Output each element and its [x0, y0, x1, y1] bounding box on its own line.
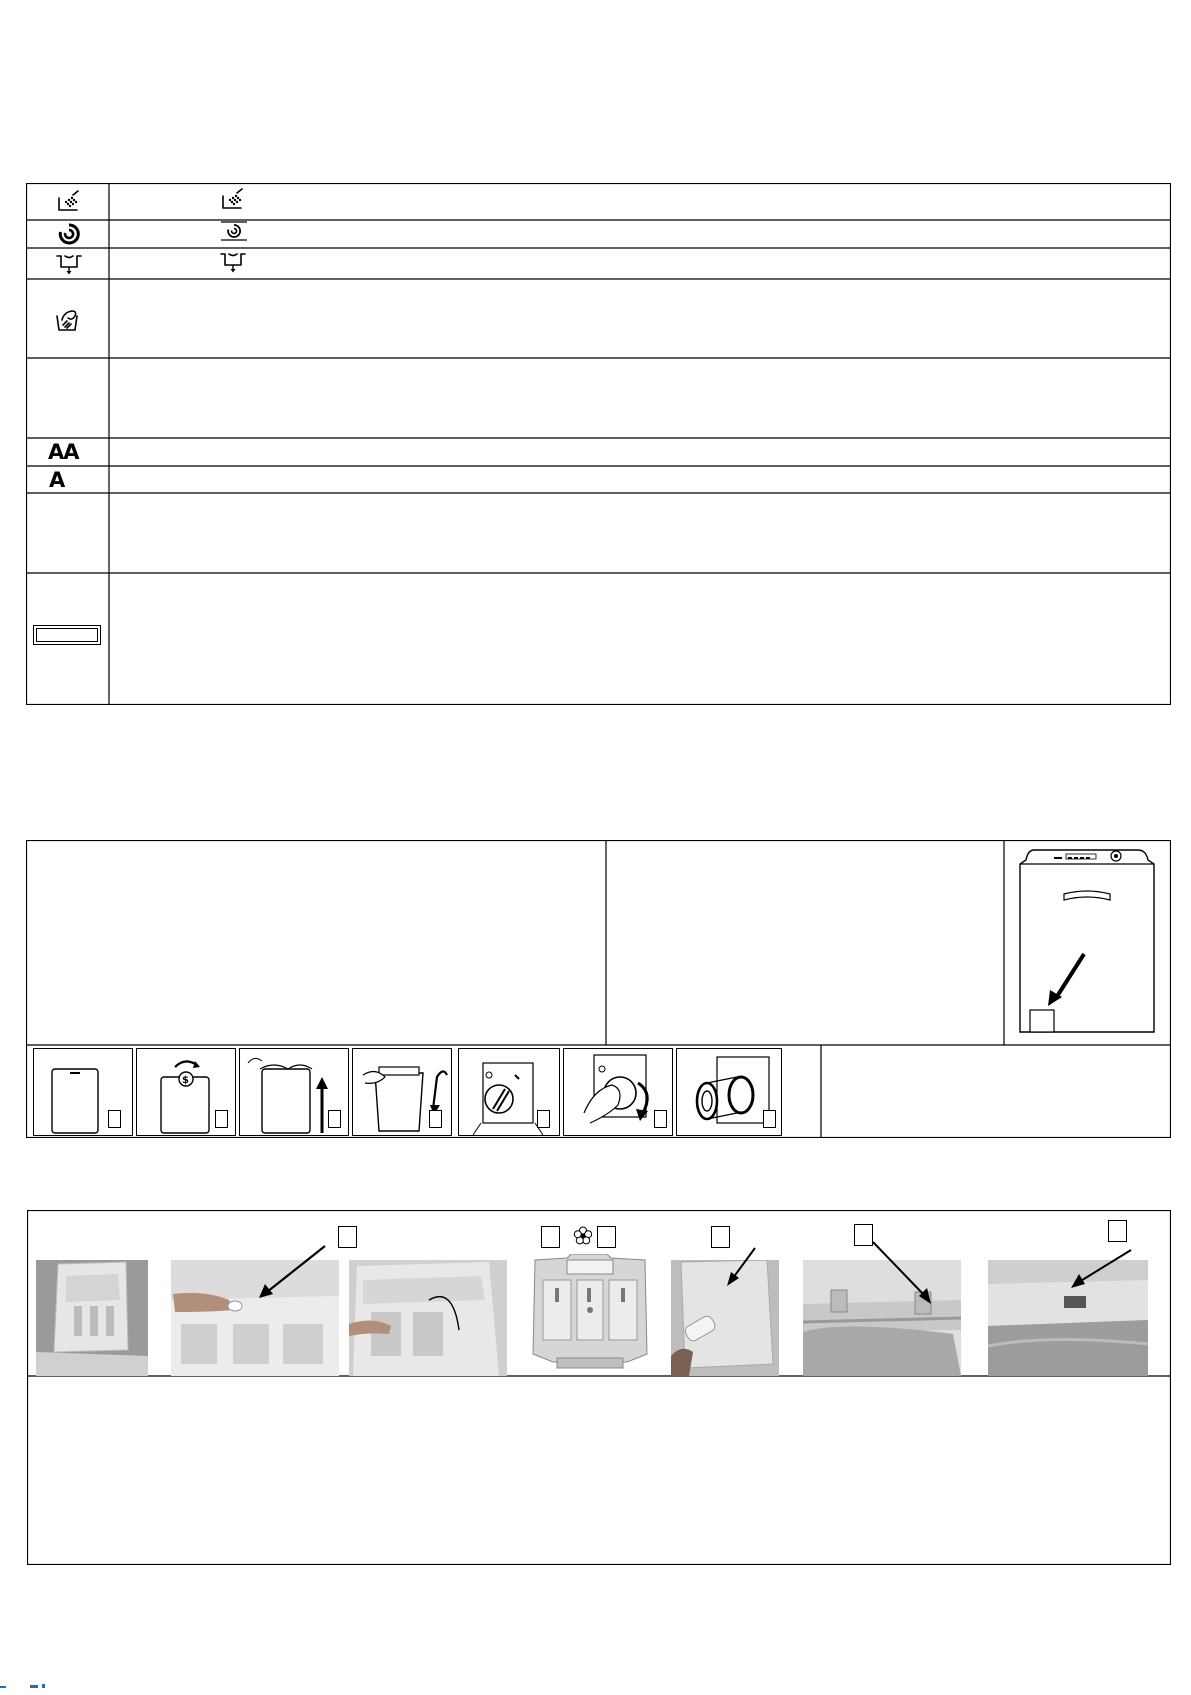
pointer-arrow	[1067, 1246, 1137, 1290]
pointer-arrow	[725, 1244, 765, 1288]
filter-step-6	[563, 1048, 673, 1136]
filter-step-3	[239, 1048, 349, 1136]
filter-step-5	[458, 1048, 560, 1136]
dispenser-open-photo	[36, 1260, 148, 1376]
pointer-arrow	[251, 1240, 331, 1300]
energy-class-label: A	[49, 468, 66, 492]
energy-class-label: AA	[48, 440, 79, 464]
empty-frame-icon	[33, 625, 101, 645]
spin-icon-underlined	[219, 220, 249, 249]
table-row	[26, 573, 1171, 705]
table-row	[26, 466, 1171, 493]
table-row	[26, 220, 1171, 248]
table-row	[26, 279, 1171, 358]
spin-icon	[57, 222, 81, 251]
drain-icon	[219, 250, 247, 279]
step-number-box	[597, 1226, 616, 1248]
step-number-box	[1108, 1220, 1127, 1242]
filter-steps	[26, 1045, 821, 1138]
step-number-box	[541, 1226, 560, 1248]
symbol-table	[26, 183, 1171, 705]
svg-text:$: $	[182, 1075, 189, 1086]
filter-step-4	[352, 1048, 452, 1136]
table-row	[26, 183, 1171, 220]
table-row	[26, 493, 1171, 573]
rinse-icon	[56, 188, 82, 219]
lift-dispenser-photo	[349, 1260, 507, 1376]
drain-icon	[55, 252, 83, 281]
flower-icon	[573, 1226, 593, 1251]
step-number-box	[338, 1226, 357, 1248]
filter-step-1	[33, 1048, 133, 1136]
rinse-icon	[220, 186, 246, 217]
footer-mark	[0, 1677, 60, 1685]
table-row	[26, 358, 1171, 438]
table-row	[26, 438, 1171, 466]
filter-step-2	[136, 1048, 236, 1136]
hand-wash-icon	[54, 306, 82, 339]
filter-step-7	[676, 1048, 782, 1136]
washing-machine-illustration	[1006, 842, 1168, 1044]
dispenser-diagram-with-flower	[527, 1216, 653, 1376]
filter-section	[26, 840, 1171, 1138]
table-row	[26, 248, 1171, 279]
dispenser-section	[27, 1210, 1171, 1565]
pointer-arrow	[869, 1238, 939, 1308]
